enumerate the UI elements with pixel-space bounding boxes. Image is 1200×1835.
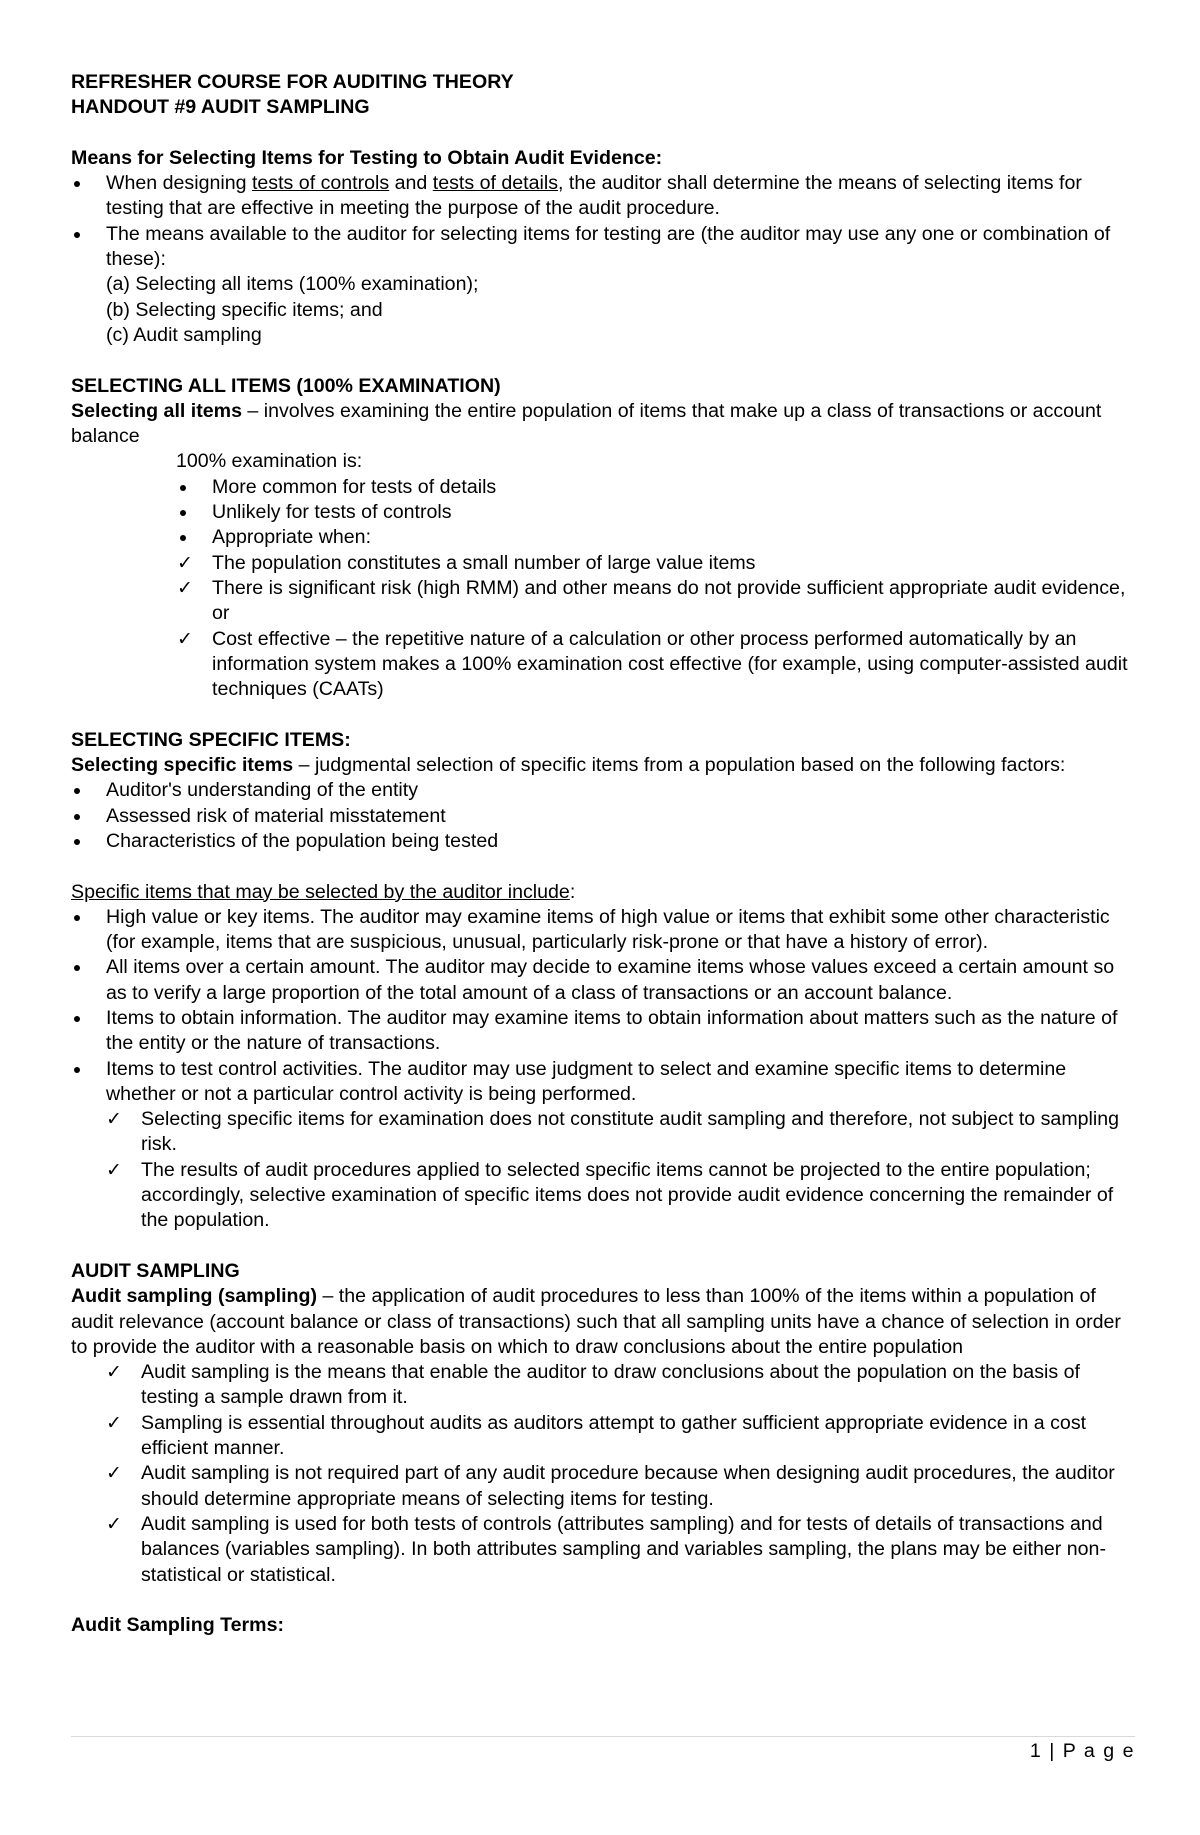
check-item [106, 1512, 1135, 1588]
option-item: (c) Audit sampling [106, 323, 262, 346]
option-item: (a) Selecting all items (100% examination); [106, 273, 479, 296]
check-item [177, 627, 1135, 703]
list-item: Assessed risk of material misstatement [71, 804, 1135, 829]
list-item: Auditor's understanding of the entity [71, 778, 1135, 803]
text-run: The results of audit procedures applied to selected specific items cannot be projected to the entire population; accordingly, selective examination of specific items does not provide audit evidence concerning the remainder of the population. [141, 1158, 1114, 1232]
list-item: Characteristics of the population being tested [71, 829, 1135, 854]
text-run: Selecting specific items for examination does not constitute audit sampling and therefore, not subject to sampling risk. [141, 1108, 1120, 1156]
specific-items-list [71, 905, 1135, 1107]
specific-heading: SELECTING SPECIFIC ITEMS: [71, 728, 351, 751]
text-run: and [389, 172, 433, 195]
definition-term: Audit sampling (sampling) [71, 1285, 318, 1308]
definition-term: Selecting all items [71, 399, 242, 422]
text-run: There is significant risk (high RMM) and other means do not provide sufficient appropriate audit evidence, or [212, 576, 1126, 625]
text-run: Audit sampling is not required part of any audit procedure because when designing audit procedures, the auditor should determine appropriate means of selecting items for testing. [141, 1462, 1115, 1510]
specific-definition [71, 753, 1135, 778]
text-run: , the auditor shall determine the means of selecting items for testing that are effective in meeting the purpose of the audit procedure. [106, 172, 1082, 220]
check-item [177, 576, 1135, 627]
handout-title: HANDOUT #9 AUDIT SAMPLING [71, 96, 370, 119]
document-page [71, 70, 1135, 1638]
checkmark-icon: ✓ [106, 1361, 122, 1384]
list-item: More common for tests of details [177, 475, 1135, 500]
list-item: Items to obtain information. The auditor may examine items to obtain information about matters such as the nature of the entity or the nature of transactions. [71, 1006, 1135, 1057]
checkmark-icon: ✓ [106, 1158, 122, 1181]
list-item [71, 171, 1135, 222]
all-items-definition [71, 399, 1135, 450]
spacer [71, 1588, 1135, 1613]
definition-text: – involves examining the entire population of items that make up a class of transactions or account balance [71, 399, 1102, 448]
spacer [71, 702, 1135, 727]
examination-intro: 100% examination is: [176, 450, 363, 473]
checkmark-icon: ✓ [177, 551, 193, 574]
list-item [71, 222, 1135, 348]
specific-checks-list [71, 1107, 1135, 1233]
text-run: The population constitutes a small number of large value items [212, 551, 756, 574]
page-number: 1 | P a g e [1029, 1740, 1135, 1762]
definition-text: – the application of audit procedures to less than 100% of the items within a population of audit relevance (account balance or class of transactions) such that all sampling units have a chance of selection in order to provide the auditor with a reasonable basis on which to draw conclusions about the entire population [71, 1285, 1121, 1358]
checkmark-icon: ✓ [177, 627, 193, 650]
specific-list-intro [71, 880, 1135, 905]
spacer [71, 348, 1135, 373]
check-item [106, 1411, 1135, 1462]
course-title: REFRESHER COURSE FOR AUDITING THEORY [71, 71, 514, 93]
sampling-checks-list [71, 1360, 1135, 1588]
list-item: All items over a certain amount. The auditor may decide to examine items whose values exceed a certain amount so as to verify a large proportion of the total amount of a class of transactions or an account balance. [71, 955, 1135, 1006]
list-item: Items to test control activities. The auditor may use judgment to select and examine specific items to determine whether or not a particular control activity is being performed. [71, 1057, 1135, 1108]
option-item: (b) Selecting specific items; and [106, 298, 383, 321]
text-run: : [569, 880, 576, 903]
check-item [106, 1461, 1135, 1512]
examination-list [71, 475, 1135, 703]
checkmark-icon: ✓ [106, 1462, 122, 1485]
checkmark-icon: ✓ [106, 1411, 122, 1434]
checkmark-icon: ✓ [106, 1108, 122, 1131]
spacer [71, 1234, 1135, 1259]
spacer [71, 854, 1135, 879]
sampling-heading: AUDIT SAMPLING [71, 1259, 240, 1282]
options-list [106, 272, 1135, 348]
sampling-definition [71, 1284, 1135, 1360]
definition-term: Selecting specific items [71, 754, 294, 777]
text-run: The means available to the auditor for selecting items for testing are (the auditor may use any one or combination of these): [106, 222, 1111, 271]
spacer [71, 121, 1135, 146]
text-run: When designing [106, 172, 252, 195]
factors-list [71, 778, 1135, 854]
footer-divider [71, 1736, 1135, 1737]
list-item: Unlikely for tests of controls [177, 500, 1135, 525]
list-item: High value or key items. The auditor may examine items of high value or items that exhibit some other characteristic (for example, items that are suspicious, unusual, particularly risk-prone or that have a history of error). [71, 905, 1135, 956]
check-item [106, 1158, 1135, 1234]
checkmark-icon: ✓ [177, 576, 193, 599]
text-run: Audit sampling is the means that enable the auditor to draw conclusions about the population on the basis of testing a sample drawn from it. [141, 1361, 1080, 1409]
text-run: Sampling is essential throughout audits as auditors attempt to gather sufficient appropriate evidence in a cost efficient manner. [141, 1411, 1087, 1460]
all-items-heading: SELECTING ALL ITEMS (100% EXAMINATION) [71, 374, 501, 397]
sampling-terms-heading: Audit Sampling Terms: [71, 1614, 285, 1637]
check-item [106, 1107, 1135, 1158]
check-item [177, 551, 1135, 576]
list-item: Appropriate when: [177, 525, 1135, 550]
tests-of-details-term: tests of details [432, 172, 559, 195]
definition-text: – judgmental selection of specific items from a population based on the following factors: [293, 754, 1066, 777]
means-list [71, 171, 1135, 348]
text-run: Audit sampling is used for both tests of controls (attributes sampling) and for tests of details of transactions and balances (variables sampling). In both attributes sampling and variables sampling, the plans may be either non-statistical or statistical. [141, 1512, 1106, 1586]
tests-of-controls-term: tests of controls [251, 172, 390, 195]
check-item [106, 1360, 1135, 1411]
checkmark-icon: ✓ [106, 1512, 122, 1535]
text-run: Specific items that may be selected by the auditor include [71, 880, 570, 903]
text-run: Cost effective – the repetitive nature of a calculation or other process performed automatically by an information system makes a 100% examination cost effective (for example, using computer-assisted audit techniques (CAATs) [212, 627, 1128, 701]
means-heading: Means for Selecting Items for Testing to Obtain Audit Evidence: [71, 146, 663, 169]
